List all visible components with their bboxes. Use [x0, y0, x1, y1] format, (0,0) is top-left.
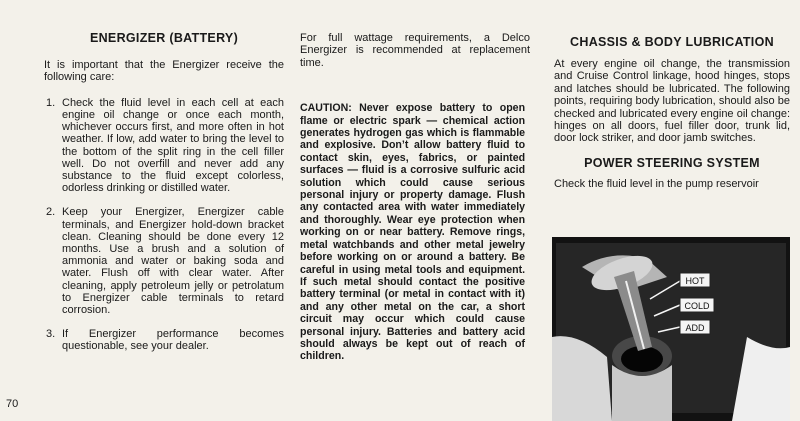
- add-label: ADD: [685, 323, 705, 333]
- cold-label: COLD: [684, 301, 710, 311]
- list-item: 1. Check the fluid level in each cell at each engine oil change or once each month, whichever occurs first, and more often in hot weather. If low, add water to bring the level to the bottom of the split ring in the cell filler well. Do not overfill and never add any substance to the fluid except colorless, odorless drinking or distilled water.: [46, 96, 284, 195]
- chassis-heading: CHASSIS & BODY LUBRICATION: [570, 35, 774, 49]
- energizer-section: [44, 0, 284, 353]
- list-item-text: Check the fluid level in each cell at each engine oil change or once each month, whichever occurs first, and more often in hot weather. If low, add water to bring the level to the bottom of the split ring in the cell filler well. Do not overfill and never add any substance to the fluid except colorless, odorless drinking or distilled water.: [62, 96, 284, 195]
- caution-warning: CAUTION: Never expose battery to open flame or electric spark — chemical action generates hydrogen gas which is flammable and explosive. Don’t allow battery fluid to contact skin, eyes, fabrics, or painted surfaces — fluid is a corrosive sulfuric acid solution which could cause serious personal injury or property damage. Flush any contacted area with water immediately and thoroughly. Wear eye protection when working on or near battery. Remove rings, metal watchbands and other metal jewelry before working on or around a battery. Be careful in using metal tools and equipment. If such metal should contact the positive battery terminal (or metal in contact with it) and any other metal on the car, a short circuit may occur which could cause personal injury. Batteries and battery acid should always be kept out of reach of children.: [300, 102, 526, 363]
- energizer-heading: ENERGIZER (BATTERY): [89, 31, 239, 45]
- battery-caution-section: [300, 0, 530, 363]
- list-item: 3. If Energizer performance becomes questionable, see your dealer.: [46, 328, 284, 353]
- list-item-text: If Energizer performance becomes questionable, see your dealer.: [62, 328, 284, 353]
- wattage-note: For full wattage requirements, a Delco Energizer is recommended at replacement time.: [300, 32, 530, 69]
- page-number: 70: [6, 398, 19, 410]
- power-steering-text: Check the fluid level in the pump reservoir: [554, 177, 759, 190]
- energizer-care-list: [44, 97, 284, 353]
- chassis-text: At every engine oil change, the transmission and Cruise Control linkage, hood hinges, stops and latches should be lubricated. The following points, requiring body lubrication, should also be checked and lubricated every engine oil change: hinges on all doors, fuel filler door, trunk lid, door lock striker, and door jamb switches.: [554, 58, 790, 145]
- hot-label: HOT: [685, 276, 705, 286]
- lubrication-section: [554, 0, 790, 190]
- energizer-intro: It is important that the Energizer receive the following care:: [44, 59, 284, 84]
- dipstick-photo: [552, 237, 790, 421]
- power-steering-heading: POWER STEERING SYSTEM: [584, 155, 760, 170]
- list-item: 2. Keep your Energizer, Energizer cable terminals, and Energizer hold-down bracket clean. Cleaning should be done every 12 months. Use a brush and a solution of ammonia and water or baking soda and water. Flush off with clear water. After cleaning, apply petroleum jelly or petrolatum to Energizer cable terminals to retard corrosion.: [46, 206, 284, 317]
- list-item-text: Keep your Energizer, Energizer cable terminals, and Energizer hold-down bracket clean. Cleaning should be done every 12 months. Use a brush and a solution of ammonia and water or baking soda and water. Flush off with clear water. After cleaning, apply petroleum jelly or petrolatum to Energizer cable terminals to retard corrosion.: [62, 206, 284, 317]
